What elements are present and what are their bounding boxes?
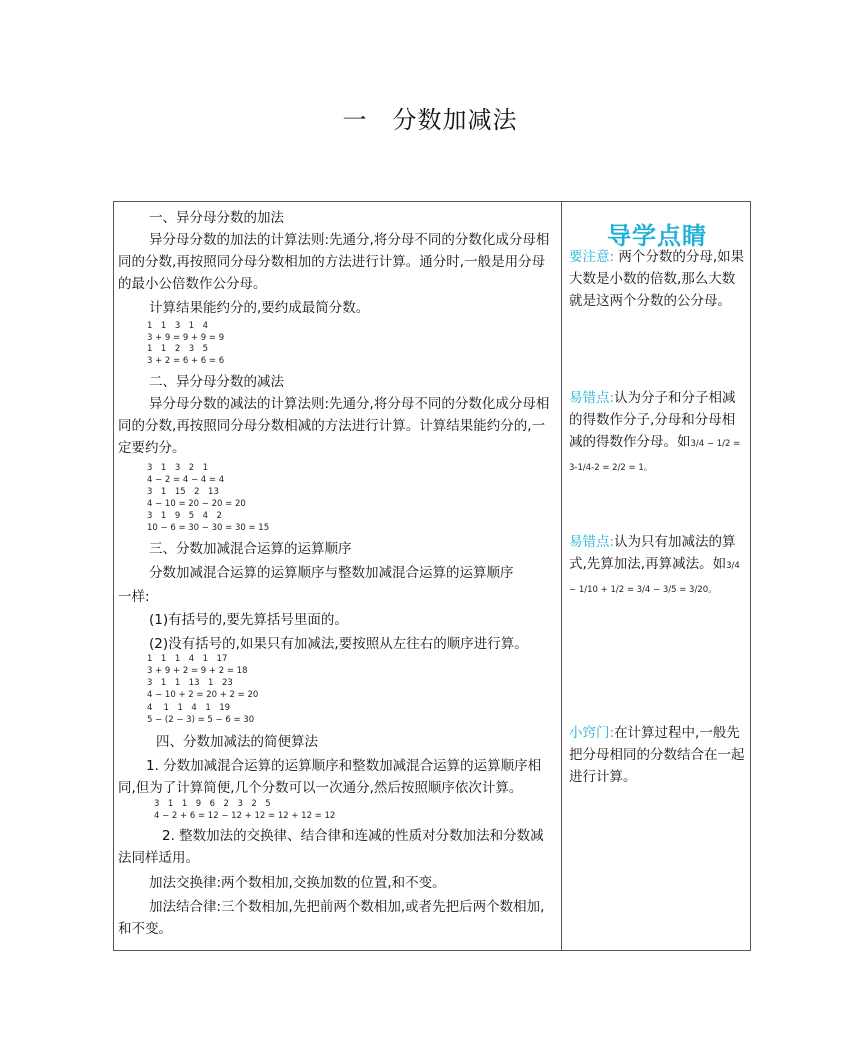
s4-example-1-top: 3 1 1 9 6 2 3 2 5 [154, 799, 271, 809]
s3-example-2-bottom: 4 − 10 + 2 = 20 + 2 = 20 [147, 690, 259, 700]
note-mistake-1 [569, 387, 747, 479]
s2-example-1-bottom: 4 − 2 = 4 − 4 = 4 [147, 475, 225, 485]
section-3-text-a: 分数加减混合运算的运算顺序与整数加减混合运算的运算顺序 [149, 565, 514, 581]
note-tip [569, 722, 747, 788]
section-2-heading: 二、异分母分数的减法 [149, 374, 284, 390]
page-title: 一 分数加减法 [342, 106, 518, 134]
note-tip-tag: 小窍门: [569, 725, 615, 741]
section-4-point-2: 2. 整数加法的交换律、结合律和连减的性质对分数加法和分数减法同样适用。 [118, 828, 544, 866]
s3-example-3-top: 4 1 1 4 1 19 [147, 703, 231, 713]
s4-example-1-bottom: 4 − 2 + 6 = 12 − 12 + 12 = 12 + 12 = 12 [154, 811, 336, 821]
section-4-point-1: 1. 分数加减混合运算的运算顺序和整数加减混合运算的运算顺序相同,但为了计算简便,几个分数可以一次通分,然后按照顺序依次计算。 [118, 758, 542, 796]
side-title: 导学点睛 [607, 222, 707, 250]
note-attention-text: 两个分数的分母,如果大数是小数的倍数,那么大数就是这两个分数的公分母。 [569, 249, 745, 309]
s2-example-3-top: 3 1 9 5 4 2 [147, 511, 222, 521]
side-column [562, 202, 752, 952]
note-tip-text: 在计算过程中,一般先把分母相同的分数结合在一起进行计算。 [569, 725, 745, 785]
s2-example-3-bottom: 10 − 6 = 30 − 30 = 30 = 15 [147, 523, 270, 533]
section-1-rule: 异分母分数的加法的计算法则:先通分,将分母不同的分数化成分母相同的分数,再按照同分母分数相加的方法进行计算。通分时,一般是用分母的最小公倍数作公分母。 [118, 232, 550, 292]
s3-example-2-top: 3 1 1 13 1 23 [147, 678, 233, 688]
main-column [114, 202, 561, 952]
note-mistake-2-text: 认为只有加减法的算式,先算加法,再算减法。如 [569, 534, 736, 572]
section-4-associative: 加法结合律:三个数相加,先把前两个数相加,或者先把后两个数相加,和不变。 [118, 899, 545, 937]
section-1-note: 计算结果能约分的,要约成最简分数。 [149, 300, 370, 316]
s3-example-1-bottom: 3 + 9 + 2 = 9 + 2 = 18 [147, 666, 248, 676]
note-mistake-1-tag: 易错点: [569, 390, 615, 406]
section-4-commutative: 加法交换律:两个数相加,交换加数的位置,和不变。 [149, 875, 446, 891]
note-attention [569, 246, 747, 312]
s3-example-1-top: 1 1 1 4 1 17 [147, 654, 228, 664]
s1-example-1-top: 1 1 3 1 4 [147, 321, 209, 331]
section-3-rule-2: (2)没有括号的,如果只有加减法,要按照从左往右的顺序进行算。 [149, 636, 528, 652]
s1-example-2-top: 1 1 2 3 5 [147, 344, 209, 354]
section-3-rule-1: (1)有括号的,要先算括号里面的。 [149, 612, 348, 628]
note-mistake-2-example: 3/4 − 1/10 + 1/2 = 3/4 − 3/5 = 3/20。 [569, 561, 740, 595]
s3-example-3-bottom: 5 − (2 − 3) = 5 − 6 = 30 [147, 715, 255, 725]
s2-example-2-bottom: 4 − 10 = 20 − 20 = 20 [147, 499, 246, 509]
s2-example-1-top: 3 1 3 2 1 [147, 463, 209, 473]
section-2-rule: 异分母分数的减法的计算法则:先通分,将分母不同的分数化成分母相同的分数,再按照同分母分数相减的方法进行计算。计算结果能约分的,一定要约分。 [118, 396, 550, 456]
section-1-heading: 一、异分母分数的加法 [149, 210, 284, 226]
content-table [113, 201, 751, 951]
note-mistake-2-tag: 易错点: [569, 534, 615, 550]
note-mistake-1-example: 3/4 − 1/2 = 3-1/4-2 = 2/2 = 1。 [569, 439, 741, 473]
note-attention-tag: 要注意: [569, 249, 615, 265]
section-3-heading: 三、分数加减混合运算的运算顺序 [149, 541, 352, 557]
section-3-text-b: 一样: [118, 589, 150, 605]
s1-example-1-bottom: 3 + 9 = 9 + 9 = 9 [147, 333, 225, 343]
s1-example-2-bottom: 3 + 2 = 6 + 6 = 6 [147, 356, 225, 366]
note-mistake-1-text: 认为分子和分子相减的得数作分子,分母和分母相减的得数作分母。如 [569, 390, 736, 450]
section-4-heading: 四、分数加减法的简便算法 [156, 734, 318, 750]
s2-example-2-top: 3 1 15 2 13 [147, 487, 219, 497]
note-mistake-2 [569, 531, 747, 601]
